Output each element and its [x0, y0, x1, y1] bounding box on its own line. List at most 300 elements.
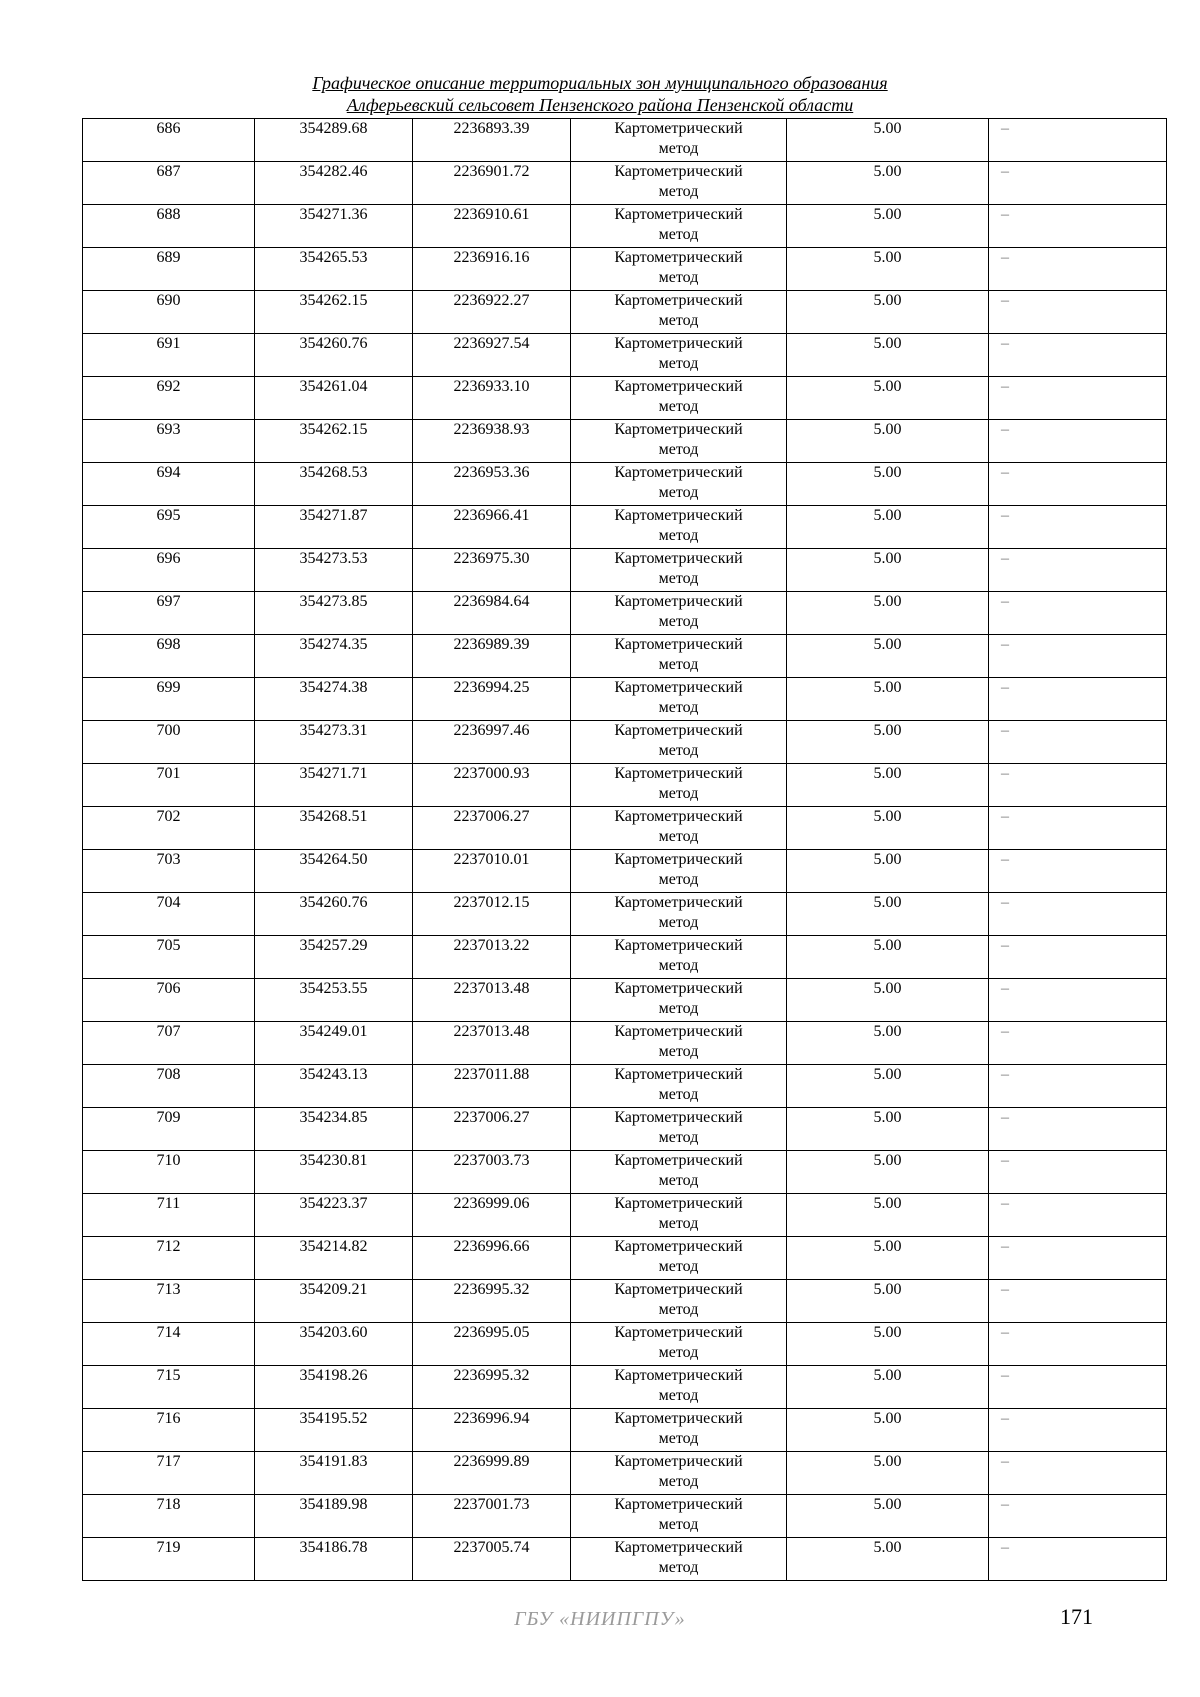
x-coordinate-cell: 354203.60 [255, 1323, 413, 1366]
description-cell: – [989, 463, 1167, 506]
method-text-line-1: Картометрический [614, 206, 743, 223]
method-text-line-2: метод [658, 1215, 699, 1232]
method-text-line-1: Картометрический [614, 722, 743, 739]
document-header [0, 72, 1200, 116]
table-row [83, 1151, 1167, 1194]
table-row [83, 635, 1167, 678]
y-coordinate-cell: 2237011.88 [413, 1065, 571, 1108]
x-coordinate-cell: 354195.52 [255, 1409, 413, 1452]
point-number-cell: 717 [83, 1452, 255, 1495]
precision-cell: 5.00 [787, 1409, 989, 1452]
table-row [83, 205, 1167, 248]
point-number-cell: 704 [83, 893, 255, 936]
method-text-line-1: Картометрический [614, 249, 743, 266]
method-cell [571, 1022, 787, 1065]
y-coordinate-cell: 2236989.39 [413, 635, 571, 678]
precision-cell: 5.00 [787, 1151, 989, 1194]
description-cell: – [989, 420, 1167, 463]
method-text-line-2: метод [658, 1301, 699, 1318]
precision-cell: 5.00 [787, 893, 989, 936]
description-cell: – [989, 377, 1167, 420]
method-cell [571, 119, 787, 162]
method-text-line-2: метод [658, 484, 699, 501]
description-cell: – [989, 1194, 1167, 1237]
x-coordinate-cell: 354262.15 [255, 291, 413, 334]
point-number-cell: 711 [83, 1194, 255, 1237]
method-cell [571, 506, 787, 549]
description-cell: – [989, 119, 1167, 162]
method-text-line-1: Картометрический [614, 1109, 743, 1126]
method-text-line-2: метод [658, 527, 699, 544]
y-coordinate-cell: 2236995.05 [413, 1323, 571, 1366]
x-coordinate-cell: 354268.53 [255, 463, 413, 506]
description-cell: – [989, 1108, 1167, 1151]
precision-cell: 5.00 [787, 162, 989, 205]
description-cell: – [989, 162, 1167, 205]
precision-cell: 5.00 [787, 1538, 989, 1581]
point-number-cell: 706 [83, 979, 255, 1022]
precision-cell: 5.00 [787, 506, 989, 549]
x-coordinate-cell: 354274.38 [255, 678, 413, 721]
y-coordinate-cell: 2237013.48 [413, 979, 571, 1022]
method-text-line-1: Картометрический [614, 1066, 743, 1083]
header-line-1: Графическое описание территориальных зон муниципального образования [312, 73, 888, 93]
description-cell: – [989, 764, 1167, 807]
method-text-line-1: Картометрический [614, 378, 743, 395]
table-row [83, 420, 1167, 463]
method-text-line-1: Картометрический [614, 120, 743, 137]
method-text-line-1: Картометрический [614, 1238, 743, 1255]
x-coordinate-cell: 354209.21 [255, 1280, 413, 1323]
x-coordinate-cell: 354261.04 [255, 377, 413, 420]
point-number-cell: 694 [83, 463, 255, 506]
point-number-cell: 688 [83, 205, 255, 248]
y-coordinate-cell: 2236927.54 [413, 334, 571, 377]
point-number-cell: 709 [83, 1108, 255, 1151]
x-coordinate-cell: 354243.13 [255, 1065, 413, 1108]
y-coordinate-cell: 2236999.89 [413, 1452, 571, 1495]
y-coordinate-cell: 2236910.61 [413, 205, 571, 248]
method-cell [571, 678, 787, 721]
point-number-cell: 713 [83, 1280, 255, 1323]
description-cell: – [989, 1151, 1167, 1194]
table-row [83, 549, 1167, 592]
method-text-line-2: метод [658, 312, 699, 329]
x-coordinate-cell: 354268.51 [255, 807, 413, 850]
y-coordinate-cell: 2237006.27 [413, 1108, 571, 1151]
method-cell [571, 420, 787, 463]
y-coordinate-cell: 2236901.72 [413, 162, 571, 205]
method-text-line-1: Картометрический [614, 636, 743, 653]
description-cell: – [989, 1366, 1167, 1409]
method-text-line-2: метод [658, 785, 699, 802]
x-coordinate-cell: 354273.85 [255, 592, 413, 635]
y-coordinate-cell: 2237013.22 [413, 936, 571, 979]
method-text-line-1: Картометрический [614, 1539, 743, 1556]
x-coordinate-cell: 354186.78 [255, 1538, 413, 1581]
table-row [83, 291, 1167, 334]
description-cell: – [989, 1065, 1167, 1108]
method-cell [571, 764, 787, 807]
method-cell [571, 979, 787, 1022]
precision-cell: 5.00 [787, 377, 989, 420]
header-line-2: Алферьевский сельсовет Пензенского района Пензенской области [346, 95, 854, 115]
precision-cell: 5.00 [787, 721, 989, 764]
method-text-line-1: Картометрический [614, 1453, 743, 1470]
y-coordinate-cell: 2237001.73 [413, 1495, 571, 1538]
method-cell [571, 549, 787, 592]
method-text-line-1: Картометрический [614, 1152, 743, 1169]
point-number-cell: 686 [83, 119, 255, 162]
method-text-line-2: метод [658, 355, 699, 372]
precision-cell: 5.00 [787, 1237, 989, 1280]
method-text-line-2: метод [658, 441, 699, 458]
y-coordinate-cell: 2236893.39 [413, 119, 571, 162]
precision-cell: 5.00 [787, 764, 989, 807]
method-cell [571, 850, 787, 893]
method-text-line-2: метод [658, 1129, 699, 1146]
x-coordinate-cell: 354249.01 [255, 1022, 413, 1065]
precision-cell: 5.00 [787, 119, 989, 162]
point-number-cell: 702 [83, 807, 255, 850]
method-cell [571, 1065, 787, 1108]
table-row [83, 1022, 1167, 1065]
precision-cell: 5.00 [787, 1452, 989, 1495]
table-row [83, 1452, 1167, 1495]
x-coordinate-cell: 354271.87 [255, 506, 413, 549]
method-text-line-1: Картометрический [614, 1195, 743, 1212]
method-text-line-2: метод [658, 742, 699, 759]
table-row [83, 1280, 1167, 1323]
table-row [83, 1538, 1167, 1581]
method-cell [571, 1366, 787, 1409]
table-row [83, 1237, 1167, 1280]
y-coordinate-cell: 2237013.48 [413, 1022, 571, 1065]
method-text-line-1: Картометрический [614, 1410, 743, 1427]
point-number-cell: 718 [83, 1495, 255, 1538]
x-coordinate-cell: 354265.53 [255, 248, 413, 291]
precision-cell: 5.00 [787, 334, 989, 377]
table-row [83, 850, 1167, 893]
method-text-line-2: метод [658, 570, 699, 587]
y-coordinate-cell: 2236996.94 [413, 1409, 571, 1452]
precision-cell: 5.00 [787, 807, 989, 850]
method-text-line-2: метод [658, 1172, 699, 1189]
y-coordinate-cell: 2236933.10 [413, 377, 571, 420]
table-row [83, 764, 1167, 807]
method-text-line-1: Картометрический [614, 980, 743, 997]
point-number-cell: 701 [83, 764, 255, 807]
method-text-line-2: метод [658, 699, 699, 716]
y-coordinate-cell: 2236938.93 [413, 420, 571, 463]
method-cell [571, 635, 787, 678]
table-row [83, 1108, 1167, 1151]
precision-cell: 5.00 [787, 1065, 989, 1108]
y-coordinate-cell: 2236916.16 [413, 248, 571, 291]
table-row [83, 1194, 1167, 1237]
x-coordinate-cell: 354253.55 [255, 979, 413, 1022]
method-cell [571, 463, 787, 506]
y-coordinate-cell: 2236999.06 [413, 1194, 571, 1237]
method-text-line-2: метод [658, 828, 699, 845]
x-coordinate-cell: 354260.76 [255, 334, 413, 377]
table-row [83, 506, 1167, 549]
method-cell [571, 1108, 787, 1151]
description-cell: – [989, 1237, 1167, 1280]
description-cell: – [989, 1022, 1167, 1065]
method-cell [571, 721, 787, 764]
method-text-line-2: метод [658, 1559, 699, 1576]
method-cell [571, 377, 787, 420]
method-text-line-2: метод [658, 613, 699, 630]
method-cell [571, 1194, 787, 1237]
x-coordinate-cell: 354273.31 [255, 721, 413, 764]
point-number-cell: 692 [83, 377, 255, 420]
description-cell: – [989, 635, 1167, 678]
precision-cell: 5.00 [787, 936, 989, 979]
precision-cell: 5.00 [787, 1323, 989, 1366]
x-coordinate-cell: 354257.29 [255, 936, 413, 979]
method-text-line-1: Картометрический [614, 808, 743, 825]
method-text-line-1: Картометрический [614, 507, 743, 524]
description-cell: – [989, 291, 1167, 334]
x-coordinate-cell: 354282.46 [255, 162, 413, 205]
x-coordinate-cell: 354189.98 [255, 1495, 413, 1538]
method-cell [571, 1409, 787, 1452]
x-coordinate-cell: 354262.15 [255, 420, 413, 463]
description-cell: – [989, 678, 1167, 721]
method-cell [571, 592, 787, 635]
precision-cell: 5.00 [787, 248, 989, 291]
description-cell: – [989, 1495, 1167, 1538]
method-text-line-2: метод [658, 656, 699, 673]
point-number-cell: 710 [83, 1151, 255, 1194]
description-cell: – [989, 1280, 1167, 1323]
method-text-line-1: Картометрический [614, 894, 743, 911]
method-cell [571, 291, 787, 334]
method-text-line-2: метод [658, 1258, 699, 1275]
method-text-line-2: метод [658, 140, 699, 157]
description-cell: – [989, 1323, 1167, 1366]
method-text-line-1: Картометрический [614, 1023, 743, 1040]
x-coordinate-cell: 354260.76 [255, 893, 413, 936]
description-cell: – [989, 205, 1167, 248]
description-cell: – [989, 721, 1167, 764]
description-cell: – [989, 893, 1167, 936]
table-row [83, 377, 1167, 420]
description-cell: – [989, 248, 1167, 291]
y-coordinate-cell: 2236966.41 [413, 506, 571, 549]
point-number-cell: 696 [83, 549, 255, 592]
description-cell: – [989, 506, 1167, 549]
point-number-cell: 705 [83, 936, 255, 979]
x-coordinate-cell: 354274.35 [255, 635, 413, 678]
method-cell [571, 1237, 787, 1280]
x-coordinate-cell: 354289.68 [255, 119, 413, 162]
y-coordinate-cell: 2236994.25 [413, 678, 571, 721]
coordinates-table [82, 118, 1167, 1581]
description-cell: – [989, 979, 1167, 1022]
description-cell: – [989, 334, 1167, 377]
method-text-line-2: метод [658, 1086, 699, 1103]
precision-cell: 5.00 [787, 549, 989, 592]
description-cell: – [989, 592, 1167, 635]
point-number-cell: 689 [83, 248, 255, 291]
method-text-line-1: Картометрический [614, 765, 743, 782]
precision-cell: 5.00 [787, 592, 989, 635]
method-cell [571, 1280, 787, 1323]
y-coordinate-cell: 2237003.73 [413, 1151, 571, 1194]
y-coordinate-cell: 2236953.36 [413, 463, 571, 506]
y-coordinate-cell: 2237000.93 [413, 764, 571, 807]
point-number-cell: 695 [83, 506, 255, 549]
table-row [83, 334, 1167, 377]
table-row [83, 1409, 1167, 1452]
precision-cell: 5.00 [787, 850, 989, 893]
coordinates-table-body [83, 119, 1167, 1581]
description-cell: – [989, 807, 1167, 850]
footer-organization: ГБУ «НИИПГПУ» [514, 1608, 686, 1630]
method-text-line-1: Картометрический [614, 1496, 743, 1513]
point-number-cell: 714 [83, 1323, 255, 1366]
point-number-cell: 712 [83, 1237, 255, 1280]
x-coordinate-cell: 354271.71 [255, 764, 413, 807]
method-text-line-1: Картометрический [614, 679, 743, 696]
y-coordinate-cell: 2236922.27 [413, 291, 571, 334]
point-number-cell: 707 [83, 1022, 255, 1065]
y-coordinate-cell: 2237005.74 [413, 1538, 571, 1581]
method-text-line-2: метод [658, 1387, 699, 1404]
method-text-line-1: Картометрический [614, 851, 743, 868]
point-number-cell: 690 [83, 291, 255, 334]
table-row [83, 1366, 1167, 1409]
y-coordinate-cell: 2236997.46 [413, 721, 571, 764]
point-number-cell: 719 [83, 1538, 255, 1581]
description-cell: – [989, 1409, 1167, 1452]
method-text-line-2: метод [658, 871, 699, 888]
point-number-cell: 693 [83, 420, 255, 463]
method-cell [571, 1323, 787, 1366]
table-row [83, 1323, 1167, 1366]
method-cell [571, 893, 787, 936]
point-number-cell: 716 [83, 1409, 255, 1452]
point-number-cell: 715 [83, 1366, 255, 1409]
precision-cell: 5.00 [787, 979, 989, 1022]
precision-cell: 5.00 [787, 1366, 989, 1409]
precision-cell: 5.00 [787, 1194, 989, 1237]
y-coordinate-cell: 2236984.64 [413, 592, 571, 635]
method-text-line-2: метод [658, 1473, 699, 1490]
method-cell [571, 936, 787, 979]
table-row [83, 807, 1167, 850]
precision-cell: 5.00 [787, 1280, 989, 1323]
method-text-line-1: Картометрический [614, 1281, 743, 1298]
table-row [83, 463, 1167, 506]
y-coordinate-cell: 2236995.32 [413, 1280, 571, 1323]
method-cell [571, 205, 787, 248]
x-coordinate-cell: 354264.50 [255, 850, 413, 893]
precision-cell: 5.00 [787, 463, 989, 506]
precision-cell: 5.00 [787, 420, 989, 463]
method-text-line-2: метод [658, 1344, 699, 1361]
description-cell: – [989, 850, 1167, 893]
method-text-line-1: Картометрический [614, 421, 743, 438]
method-cell [571, 1151, 787, 1194]
point-number-cell: 700 [83, 721, 255, 764]
point-number-cell: 699 [83, 678, 255, 721]
table-row [83, 721, 1167, 764]
precision-cell: 5.00 [787, 1495, 989, 1538]
x-coordinate-cell: 354214.82 [255, 1237, 413, 1280]
x-coordinate-cell: 354198.26 [255, 1366, 413, 1409]
description-cell: – [989, 1538, 1167, 1581]
description-cell: – [989, 549, 1167, 592]
method-text-line-2: метод [658, 226, 699, 243]
x-coordinate-cell: 354223.37 [255, 1194, 413, 1237]
method-text-line-2: метод [658, 914, 699, 931]
table-row [83, 893, 1167, 936]
method-text-line-1: Картометрический [614, 550, 743, 567]
precision-cell: 5.00 [787, 291, 989, 334]
table-row [83, 1065, 1167, 1108]
method-text-line-2: метод [658, 1430, 699, 1447]
method-text-line-1: Картометрический [614, 335, 743, 352]
y-coordinate-cell: 2237012.15 [413, 893, 571, 936]
method-text-line-2: метод [658, 957, 699, 974]
y-coordinate-cell: 2236995.32 [413, 1366, 571, 1409]
method-cell [571, 1452, 787, 1495]
point-number-cell: 697 [83, 592, 255, 635]
x-coordinate-cell: 354230.81 [255, 1151, 413, 1194]
method-cell [571, 334, 787, 377]
precision-cell: 5.00 [787, 1022, 989, 1065]
table-row [83, 162, 1167, 205]
y-coordinate-cell: 2237006.27 [413, 807, 571, 850]
table-row [83, 1495, 1167, 1538]
page-number: 171 [1060, 1604, 1093, 1629]
method-text-line-1: Картометрический [614, 292, 743, 309]
method-text-line-1: Картометрический [614, 937, 743, 954]
method-text-line-2: метод [658, 183, 699, 200]
method-text-line-2: метод [658, 1516, 699, 1533]
method-cell [571, 162, 787, 205]
table-row [83, 248, 1167, 291]
x-coordinate-cell: 354273.53 [255, 549, 413, 592]
point-number-cell: 708 [83, 1065, 255, 1108]
table-row [83, 936, 1167, 979]
y-coordinate-cell: 2236975.30 [413, 549, 571, 592]
y-coordinate-cell: 2236996.66 [413, 1237, 571, 1280]
x-coordinate-cell: 354271.36 [255, 205, 413, 248]
point-number-cell: 687 [83, 162, 255, 205]
method-text-line-1: Картометрический [614, 1324, 743, 1341]
precision-cell: 5.00 [787, 678, 989, 721]
method-cell [571, 1538, 787, 1581]
precision-cell: 5.00 [787, 635, 989, 678]
table-row [83, 592, 1167, 635]
x-coordinate-cell: 354234.85 [255, 1108, 413, 1151]
y-coordinate-cell: 2237010.01 [413, 850, 571, 893]
method-text-line-1: Картометрический [614, 593, 743, 610]
method-text-line-2: метод [658, 1043, 699, 1060]
table-row [83, 119, 1167, 162]
precision-cell: 5.00 [787, 1108, 989, 1151]
method-text-line-2: метод [658, 269, 699, 286]
method-text-line-1: Картометрический [614, 163, 743, 180]
table-row [83, 678, 1167, 721]
method-cell [571, 248, 787, 291]
point-number-cell: 703 [83, 850, 255, 893]
